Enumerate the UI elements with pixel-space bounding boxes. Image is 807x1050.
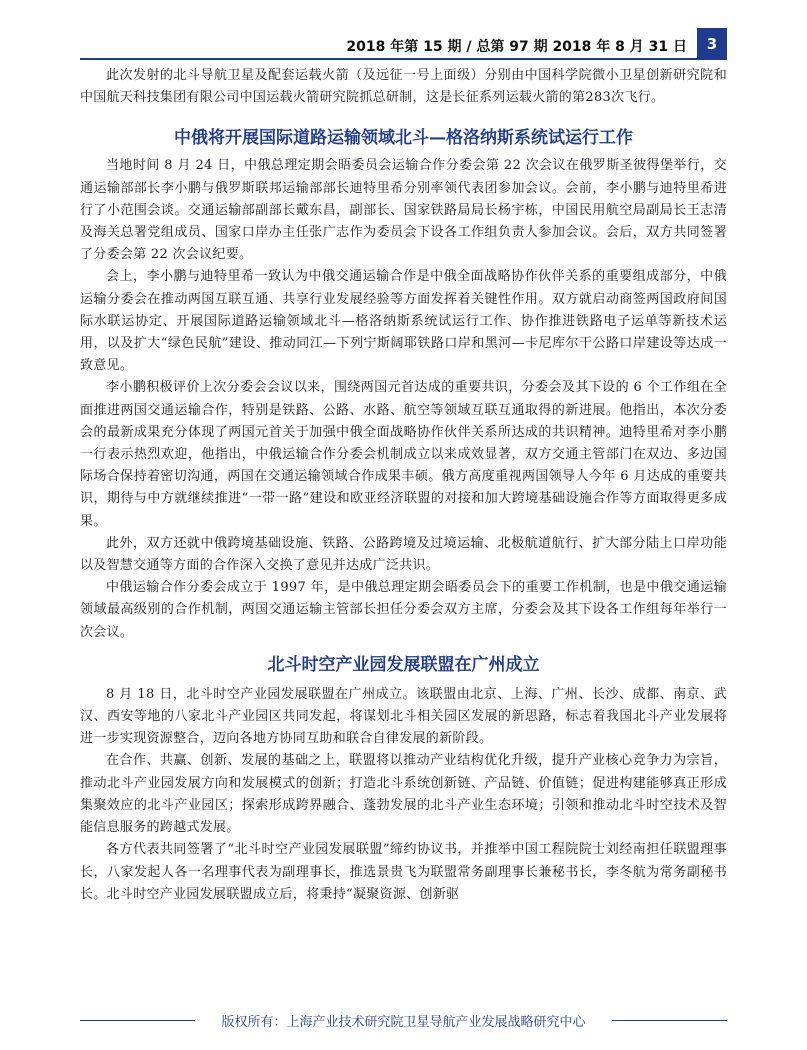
article1-paragraph: 当地时间 8 月 24 日，中俄总理定期会晤委员会运输合作分委会第 22 次会议在俄罗斯圣彼得堡举行，交通运输部部长李小鹏与俄罗斯联邦运输部部长迪特里希分别率领代表团参加会议。会前，李小鹏与迪特里希进行了小范围会谈。交通运输部副部长戴东昌，副部长、国家铁路局局长杨宇栋，中国民用航空局副局长王志清及海关总署党组成员、国家口岸办主任张广志作为委员会下设各工作组负责人参加会议。会后，双方共同签署了分委会第 22 次会议纪要。 xyxy=(80,158,727,263)
page-content xyxy=(80,65,727,906)
article1-paragraph: 李小鹏积极评价上次分委会会议以来，围绕两国元首达成的重要共识，分委会及其下设的 6 个工作组在全面推进两国交通运输合作，特别是铁路、公路、水路、航空等领域互联互通取得的新进展。他指出，本次分委会的最新成果充分体现了两国元首关于加强中俄全面战略协作伙伴关系所达成的共识精神。迪特里希对李小鹏一行表示热烈欢迎，他指出，中俄运输合作分委会机制成立以来成效显著，双方交通主管部门在双边、多边国际场合保持着密切沟通，两国在交通运输领域合作成果丰硕。俄方高度重视两国领导人今年 6 月达成的重要共识，期待与中方就继续推进“一带一路”建设和欧亚经济联盟的对接和加大跨境基础设施合作等方面取得更多成果。 xyxy=(80,380,727,529)
intro-paragraph: 此次发射的北斗导航卫星及配套运载火箭（及远征一号上面级）分别由中国科学院微小卫星创新研究院和中国航天科技集团有限公司中国运载火箭研究院抓总研制，这是长征系列运载火箭的第283次飞行。 xyxy=(80,68,727,106)
page-footer xyxy=(80,1011,727,1029)
article2-paragraph: 各方代表共同签署了“北斗时空产业园发展联盟”缔约协议书，并推举中国工程院院士刘经南担任联盟理事长，八家发起人各一名理事代表为副理事长，推选景贵飞为联盟常务副理事长兼秘书长，李冬航为常务副秘书长。北斗时空产业园发展联盟成立后，将秉持“凝聚资源、创新驱 xyxy=(80,842,727,902)
page-number: 3 xyxy=(697,28,727,60)
copyright-text: 版权所有：上海产业技术研究院卫星导航产业发展战略研究中心 xyxy=(221,1015,586,1030)
article-title-china-russia: 中俄将开展国际道路运输领域北斗—格洛纳斯系统试运行工作 xyxy=(174,128,633,149)
article-title-beidou-alliance: 北斗时空产业园发展联盟在广州成立 xyxy=(267,654,540,675)
issue-info: 2018 年第 15 期 / 总第 97 期 2018 年 8 月 31 日 xyxy=(346,39,687,55)
article1-paragraph: 会上，李小鹏与迪特里希一致认为中俄交通运输合作是中俄全面战略协作伙伴关系的重要组成部分，中俄运输分委会在推动两国互联互通、共享行业发展经验等方面发挥着关键性作用。双方就启动商签两国政府间国际水联运协定、开展国际道路运输领域北斗—格洛纳斯系统试运行工作、协作推进铁路电子运单等新技术运用，以及扩大“绿色民航”建设、推动同江—下列宁斯阔耶铁路口岸和黑河—卡尼库尔干公路口岸建设等达成一致意见。 xyxy=(80,269,727,374)
article1-paragraph: 中俄运输合作分委会成立于 1997 年，是中俄总理定期会晤委员会下的重要工作机制，也是中俄交通运输领域最高级别的合作机制，两国交通运输主管部长担任分委会双方主席，分委会及其下设各工作组每年举行一次会议。 xyxy=(80,580,727,640)
article2-paragraph: 在合作、共赢、创新、发展的基础之上，联盟将以推动产业结构优化升级，提升产业核心竞争力为宗旨，推动北斗产业园发展方向和发展模式的创新；打造北斗系统创新链、产品链、价值链；促进构建能够真正形成集聚效应的北斗产业园区；探索形成跨界融合、蓬勃发展的北斗产业生态环境；引领和推动北斗时空技术及智能信息服务的跨越式发展。 xyxy=(80,753,727,836)
page-header xyxy=(80,26,727,60)
article2-paragraph: 8 月 18 日，北斗时空产业园发展联盟在广州成立。该联盟由北京、上海、广州、长沙、成都、南京、武汉、西安等地的八家北斗产业园区共同发起，将谋划北斗相关园区发展的新思路，标志着我国北斗产业发展将进一步实现资源整合，迈向各地方协同互助和联合自律发展的新阶段。 xyxy=(80,686,727,747)
header-rule xyxy=(80,58,727,60)
footer-rule-right xyxy=(612,1020,727,1021)
article1-paragraph: 此外，双方还就中俄跨境基础设施、铁路、公路跨境及过境运输、北极航道航行、扩大部分陆上口岸功能以及智慧交通等方面的合作深入交换了意见并达成广泛共识。 xyxy=(80,535,727,574)
